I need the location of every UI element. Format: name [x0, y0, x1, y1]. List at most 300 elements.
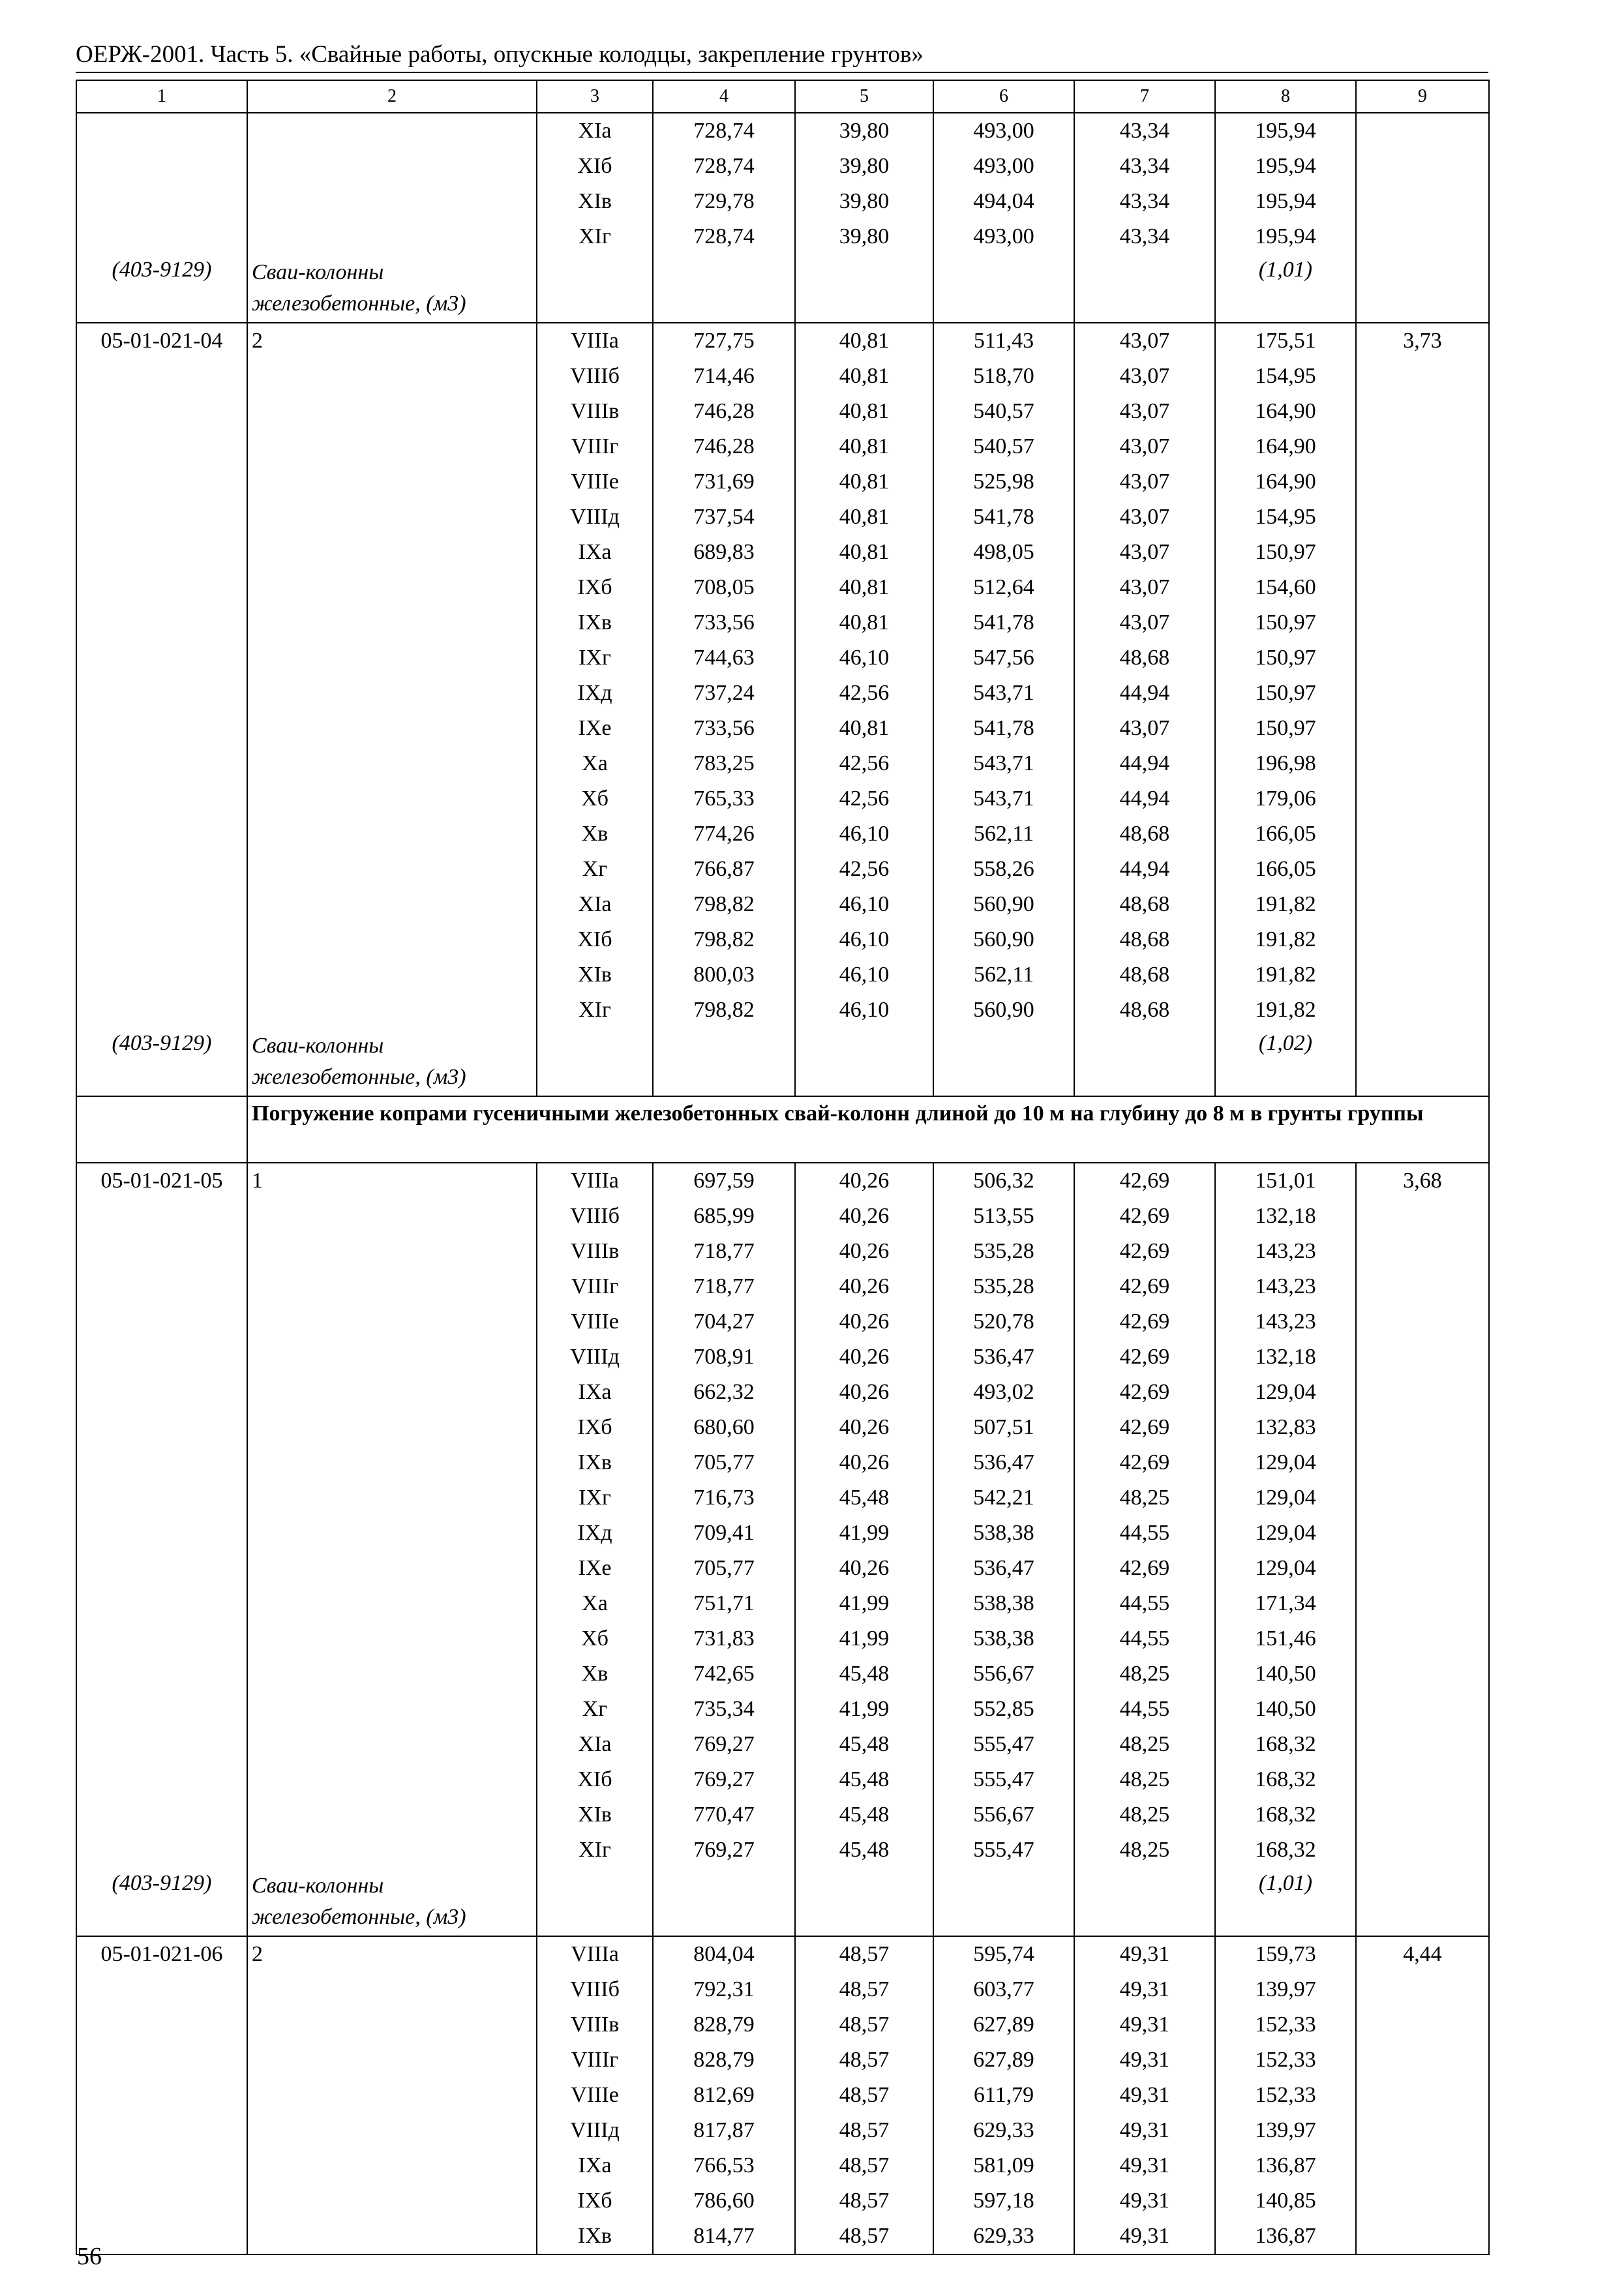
category-cell: VIIIв — [537, 1234, 653, 1269]
value-cell-c5: 40,81 — [795, 429, 933, 464]
group-cell — [247, 1727, 537, 1762]
category-cell: VIIIд — [537, 2113, 653, 2148]
resource-coef: (1,01) — [1215, 1868, 1356, 1936]
value-cell-c4: 737,54 — [653, 500, 795, 535]
table-row — [76, 535, 1489, 570]
value-cell-c7: 48,25 — [1074, 1797, 1215, 1833]
value-cell-c4: 746,28 — [653, 429, 795, 464]
empty-cell — [933, 254, 1074, 323]
table-row — [76, 149, 1489, 184]
category-cell: XIв — [537, 1797, 653, 1833]
category-cell: XIв — [537, 957, 653, 993]
resource-row — [76, 254, 1489, 323]
code-cell — [76, 1551, 247, 1586]
c9-cell — [1356, 1199, 1489, 1234]
value-cell-c6: 542,21 — [933, 1480, 1074, 1516]
code-cell — [76, 1656, 247, 1692]
value-cell-c6: 540,57 — [933, 394, 1074, 429]
value-cell-c7: 48,68 — [1074, 640, 1215, 676]
value-cell-c4: 804,04 — [653, 1936, 795, 1972]
table-row — [76, 219, 1489, 254]
group-cell — [247, 500, 537, 535]
column-number: 2 — [247, 80, 537, 113]
table-row — [76, 816, 1489, 852]
table-row — [76, 184, 1489, 219]
value-cell-c4: 708,91 — [653, 1339, 795, 1375]
code-cell — [76, 1199, 247, 1234]
value-cell-c5: 48,57 — [795, 2148, 933, 2183]
value-cell-c7: 49,31 — [1074, 2078, 1215, 2113]
code-cell — [76, 570, 247, 605]
value-cell-c7: 42,69 — [1074, 1234, 1215, 1269]
value-cell-c7: 48,25 — [1074, 1762, 1215, 1797]
value-cell-c8: 195,94 — [1215, 149, 1356, 184]
group-cell — [247, 1762, 537, 1797]
resource-row — [76, 1028, 1489, 1096]
value-cell-c4: 705,77 — [653, 1551, 795, 1586]
value-cell-c6: 555,47 — [933, 1727, 1074, 1762]
code-cell — [76, 1833, 247, 1868]
table-row — [76, 1163, 1489, 1199]
c9-cell — [1356, 500, 1489, 535]
value-cell-c7: 42,69 — [1074, 1163, 1215, 1199]
page-number: 56 — [77, 2243, 102, 2270]
c9-cell — [1356, 746, 1489, 781]
empty-cell — [933, 1028, 1074, 1096]
table-row — [76, 1516, 1489, 1551]
category-cell: VIIIд — [537, 1339, 653, 1375]
group-cell — [247, 1339, 537, 1375]
value-cell-c7: 43,07 — [1074, 570, 1215, 605]
value-cell-c6: 627,89 — [933, 2042, 1074, 2078]
table-row — [76, 1339, 1489, 1375]
page-header: ОЕРЖ-2001. Часть 5. «Свайные работы, опускные колодцы, закрепление грунтов» — [76, 41, 924, 68]
value-cell-c7: 43,07 — [1074, 500, 1215, 535]
c9-cell — [1356, 1621, 1489, 1656]
value-cell-c5: 46,10 — [795, 922, 933, 957]
c9-cell — [1356, 605, 1489, 640]
category-cell: Xв — [537, 816, 653, 852]
code-cell — [76, 2219, 247, 2254]
header-rule — [76, 72, 1488, 73]
group-cell — [247, 1199, 537, 1234]
empty-cell — [1074, 254, 1215, 323]
empty-cell — [795, 254, 933, 323]
column-number: 9 — [1356, 80, 1489, 113]
value-cell-c6: 538,38 — [933, 1516, 1074, 1551]
empty-cell — [537, 1028, 653, 1096]
group-cell — [247, 113, 537, 149]
value-cell-c5: 42,56 — [795, 781, 933, 816]
code-cell — [76, 605, 247, 640]
c9-cell — [1356, 852, 1489, 887]
value-cell-c7: 43,07 — [1074, 394, 1215, 429]
code-cell — [76, 1972, 247, 2007]
c9-cell — [1356, 2183, 1489, 2219]
column-number: 8 — [1215, 80, 1356, 113]
table-row — [76, 2148, 1489, 2183]
c9-cell — [1356, 781, 1489, 816]
value-cell-c4: 783,25 — [653, 746, 795, 781]
value-cell-c7: 43,34 — [1074, 184, 1215, 219]
category-cell: XIа — [537, 1727, 653, 1762]
value-cell-c7: 43,07 — [1074, 359, 1215, 394]
value-cell-c8: 150,97 — [1215, 605, 1356, 640]
c9-cell — [1356, 1445, 1489, 1480]
c9-cell — [1356, 1234, 1489, 1269]
value-cell-c4: 769,27 — [653, 1762, 795, 1797]
c9-cell — [1356, 429, 1489, 464]
value-cell-c4: 705,77 — [653, 1445, 795, 1480]
value-cell-c4: 728,74 — [653, 219, 795, 254]
table-row — [76, 1972, 1489, 2007]
category-cell: Xг — [537, 1692, 653, 1727]
value-cell-c7: 43,07 — [1074, 605, 1215, 640]
category-cell: VIIIд — [537, 500, 653, 535]
c9-cell — [1356, 2042, 1489, 2078]
code-cell — [76, 1410, 247, 1445]
resource-ref: (403-9129) — [76, 1868, 247, 1936]
resource-name: Сваи-колонны железобетонные, (м3) — [247, 1028, 537, 1096]
value-cell-c6: 493,00 — [933, 219, 1074, 254]
c9-cell — [1356, 1375, 1489, 1410]
c9-cell — [1356, 1692, 1489, 1727]
group-cell — [247, 816, 537, 852]
value-cell-c4: 769,27 — [653, 1833, 795, 1868]
c9-cell — [1356, 184, 1489, 219]
category-cell: IXе — [537, 1551, 653, 1586]
value-cell-c5: 40,26 — [795, 1445, 933, 1480]
empty-cell — [795, 1868, 933, 1936]
value-cell-c8: 168,32 — [1215, 1762, 1356, 1797]
value-cell-c4: 718,77 — [653, 1269, 795, 1304]
value-cell-c5: 42,56 — [795, 676, 933, 711]
value-cell-c6: 538,38 — [933, 1586, 1074, 1621]
value-cell-c8: 191,82 — [1215, 887, 1356, 922]
empty-cell — [795, 1028, 933, 1096]
c9-cell — [1356, 1762, 1489, 1797]
code-cell — [76, 852, 247, 887]
value-cell-c4: 828,79 — [653, 2007, 795, 2042]
value-cell-c5: 40,26 — [795, 1199, 933, 1234]
category-cell: Xа — [537, 746, 653, 781]
table-row — [76, 464, 1489, 500]
c9-cell — [1356, 816, 1489, 852]
value-cell-c5: 41,99 — [795, 1692, 933, 1727]
value-cell-c8: 150,97 — [1215, 676, 1356, 711]
value-cell-c5: 40,81 — [795, 535, 933, 570]
value-cell-c8: 140,85 — [1215, 2183, 1356, 2219]
value-cell-c8: 132,83 — [1215, 1410, 1356, 1445]
value-cell-c4: 716,73 — [653, 1480, 795, 1516]
resource-ref: (403-9129) — [76, 254, 247, 323]
code-cell: 05-01-021-04 — [76, 323, 247, 359]
code-cell — [76, 149, 247, 184]
value-cell-c7: 48,68 — [1074, 887, 1215, 922]
code-cell — [76, 746, 247, 781]
resource-coef: (1,02) — [1215, 1028, 1356, 1096]
value-cell-c4: 742,65 — [653, 1656, 795, 1692]
group-cell — [247, 1445, 537, 1480]
value-cell-c7: 49,31 — [1074, 1972, 1215, 2007]
value-cell-c5: 39,80 — [795, 113, 933, 149]
category-cell: VIIIб — [537, 359, 653, 394]
table-row — [76, 1410, 1489, 1445]
c9-cell — [1356, 1410, 1489, 1445]
value-cell-c8: 195,94 — [1215, 219, 1356, 254]
value-cell-c8: 191,82 — [1215, 993, 1356, 1028]
value-cell-c4: 704,27 — [653, 1304, 795, 1339]
category-cell: VIIIа — [537, 323, 653, 359]
column-number: 6 — [933, 80, 1074, 113]
value-cell-c8: 164,90 — [1215, 394, 1356, 429]
category-cell: Xб — [537, 781, 653, 816]
c9-cell — [1356, 1586, 1489, 1621]
category-cell: XIг — [537, 219, 653, 254]
table-row — [76, 500, 1489, 535]
group-cell — [247, 2078, 537, 2113]
table-row — [76, 676, 1489, 711]
category-cell: VIIIв — [537, 394, 653, 429]
group-cell — [247, 605, 537, 640]
category-cell: VIIIг — [537, 429, 653, 464]
code-cell — [76, 1516, 247, 1551]
table-row — [76, 1762, 1489, 1797]
group-cell — [247, 711, 537, 746]
table-row — [76, 394, 1489, 429]
c9-cell — [1356, 922, 1489, 957]
category-cell: VIIIа — [537, 1936, 653, 1972]
c9-cell — [1356, 1656, 1489, 1692]
table-row — [76, 1936, 1489, 1972]
value-cell-c5: 40,81 — [795, 570, 933, 605]
value-cell-c8: 129,04 — [1215, 1375, 1356, 1410]
value-cell-c4: 737,24 — [653, 676, 795, 711]
category-cell: IXа — [537, 2148, 653, 2183]
value-cell-c4: 714,46 — [653, 359, 795, 394]
value-cell-c5: 40,26 — [795, 1551, 933, 1586]
table-row — [76, 2219, 1489, 2254]
c9-cell — [1356, 887, 1489, 922]
value-cell-c8: 140,50 — [1215, 1692, 1356, 1727]
c9-cell — [1356, 1972, 1489, 2007]
value-cell-c4: 800,03 — [653, 957, 795, 993]
group-cell — [247, 2007, 537, 2042]
group-cell: 2 — [247, 1936, 537, 1972]
code-cell — [76, 219, 247, 254]
code-cell — [76, 1480, 247, 1516]
empty-cell — [1074, 1868, 1215, 1936]
category-cell: Xв — [537, 1656, 653, 1692]
value-cell-c7: 43,07 — [1074, 323, 1215, 359]
value-cell-c5: 48,57 — [795, 2219, 933, 2254]
column-number: 3 — [537, 80, 653, 113]
value-cell-c5: 40,81 — [795, 711, 933, 746]
value-cell-c8: 150,97 — [1215, 711, 1356, 746]
empty-cell — [76, 1096, 247, 1163]
category-cell: XIа — [537, 113, 653, 149]
value-cell-c4: 766,87 — [653, 852, 795, 887]
group-cell — [247, 149, 537, 184]
table-body — [76, 80, 1489, 2254]
group-cell — [247, 1656, 537, 1692]
category-cell: VIIIе — [537, 1304, 653, 1339]
value-cell-c5: 45,48 — [795, 1727, 933, 1762]
value-cell-c5: 40,81 — [795, 359, 933, 394]
value-cell-c8: 168,32 — [1215, 1727, 1356, 1762]
value-cell-c8: 140,50 — [1215, 1656, 1356, 1692]
code-cell — [76, 1762, 247, 1797]
value-cell-c6: 543,71 — [933, 781, 1074, 816]
value-cell-c5: 48,57 — [795, 2007, 933, 2042]
code-cell — [76, 887, 247, 922]
value-cell-c8: 166,05 — [1215, 852, 1356, 887]
value-cell-c4: 731,83 — [653, 1621, 795, 1656]
c9-cell — [1356, 1833, 1489, 1868]
value-cell-c7: 42,69 — [1074, 1410, 1215, 1445]
value-cell-c5: 46,10 — [795, 957, 933, 993]
c9-cell — [1356, 2007, 1489, 2042]
value-cell-c8: 168,32 — [1215, 1797, 1356, 1833]
value-cell-c8: 175,51 — [1215, 323, 1356, 359]
value-cell-c8: 139,97 — [1215, 2113, 1356, 2148]
code-cell — [76, 2183, 247, 2219]
value-cell-c7: 48,68 — [1074, 993, 1215, 1028]
value-cell-c7: 44,94 — [1074, 676, 1215, 711]
value-cell-c8: 152,33 — [1215, 2007, 1356, 2042]
value-cell-c6: 543,71 — [933, 746, 1074, 781]
value-cell-c8: 196,98 — [1215, 746, 1356, 781]
value-cell-c5: 40,26 — [795, 1304, 933, 1339]
value-cell-c5: 48,57 — [795, 1936, 933, 1972]
category-cell: XIа — [537, 887, 653, 922]
value-cell-c5: 42,56 — [795, 852, 933, 887]
c9-cell — [1356, 1516, 1489, 1551]
code-cell — [76, 2113, 247, 2148]
value-cell-c7: 48,68 — [1074, 957, 1215, 993]
group-cell — [247, 535, 537, 570]
resource-name: Сваи-колонны железобетонные, (м3) — [247, 1868, 537, 1936]
group-cell — [247, 1480, 537, 1516]
code-cell — [76, 816, 247, 852]
code-cell — [76, 359, 247, 394]
empty-cell — [537, 254, 653, 323]
value-cell-c8: 136,87 — [1215, 2219, 1356, 2254]
value-cell-c8: 195,94 — [1215, 184, 1356, 219]
value-cell-c8: 150,97 — [1215, 640, 1356, 676]
group-cell — [247, 2042, 537, 2078]
value-cell-c5: 40,81 — [795, 500, 933, 535]
price-table — [76, 80, 1490, 2255]
value-cell-c5: 48,57 — [795, 2078, 933, 2113]
value-cell-c5: 46,10 — [795, 993, 933, 1028]
empty-cell — [1356, 254, 1489, 323]
value-cell-c4: 746,28 — [653, 394, 795, 429]
c9-cell — [1356, 1269, 1489, 1304]
c9-cell — [1356, 149, 1489, 184]
group-cell — [247, 219, 537, 254]
c9-cell: 3,68 — [1356, 1163, 1489, 1199]
value-cell-c5: 39,80 — [795, 184, 933, 219]
value-cell-c7: 49,31 — [1074, 2042, 1215, 2078]
column-number: 1 — [76, 80, 247, 113]
value-cell-c7: 44,94 — [1074, 852, 1215, 887]
table-row — [76, 1797, 1489, 1833]
c9-cell — [1356, 957, 1489, 993]
category-cell: IXа — [537, 1375, 653, 1410]
value-cell-c8: 191,82 — [1215, 922, 1356, 957]
group-cell — [247, 464, 537, 500]
value-cell-c8: 132,18 — [1215, 1199, 1356, 1234]
code-cell — [76, 1304, 247, 1339]
code-cell — [76, 1727, 247, 1762]
value-cell-c4: 728,74 — [653, 113, 795, 149]
value-cell-c8: 168,32 — [1215, 1833, 1356, 1868]
value-cell-c6: 541,78 — [933, 711, 1074, 746]
value-cell-c6: 506,32 — [933, 1163, 1074, 1199]
table-row — [76, 1586, 1489, 1621]
code-cell — [76, 1445, 247, 1480]
value-cell-c5: 40,26 — [795, 1234, 933, 1269]
code-cell — [76, 1375, 247, 1410]
value-cell-c7: 43,34 — [1074, 219, 1215, 254]
value-cell-c4: 770,47 — [653, 1797, 795, 1833]
value-cell-c8: 179,06 — [1215, 781, 1356, 816]
c9-cell — [1356, 570, 1489, 605]
table-row — [76, 1727, 1489, 1762]
value-cell-c8: 166,05 — [1215, 816, 1356, 852]
table-row — [76, 852, 1489, 887]
category-cell: IXг — [537, 640, 653, 676]
resource-ref: (403-9129) — [76, 1028, 247, 1096]
value-cell-c6: 538,38 — [933, 1621, 1074, 1656]
group-cell — [247, 887, 537, 922]
value-cell-c8: 191,82 — [1215, 957, 1356, 993]
c9-cell — [1356, 2148, 1489, 2183]
c9-cell — [1356, 2113, 1489, 2148]
column-number: 4 — [653, 80, 795, 113]
value-cell-c5: 39,80 — [795, 219, 933, 254]
section-row — [76, 1096, 1489, 1163]
value-cell-c5: 45,48 — [795, 1762, 933, 1797]
value-cell-c4: 680,60 — [653, 1410, 795, 1445]
code-cell — [76, 1234, 247, 1269]
c9-cell — [1356, 640, 1489, 676]
value-cell-c8: 154,95 — [1215, 500, 1356, 535]
value-cell-c4: 744,63 — [653, 640, 795, 676]
value-cell-c6: 560,90 — [933, 887, 1074, 922]
value-cell-c7: 43,07 — [1074, 535, 1215, 570]
value-cell-c6: 543,71 — [933, 676, 1074, 711]
value-cell-c8: 154,60 — [1215, 570, 1356, 605]
category-cell: VIIIв — [537, 2007, 653, 2042]
value-cell-c4: 792,31 — [653, 1972, 795, 2007]
value-cell-c6: 493,00 — [933, 113, 1074, 149]
value-cell-c4: 798,82 — [653, 993, 795, 1028]
group-cell — [247, 1410, 537, 1445]
value-cell-c6: 511,43 — [933, 323, 1074, 359]
value-cell-c6: 535,28 — [933, 1269, 1074, 1304]
table-row — [76, 887, 1489, 922]
group-cell — [247, 1797, 537, 1833]
code-cell — [76, 184, 247, 219]
category-cell: IXв — [537, 2219, 653, 2254]
value-cell-c8: 195,94 — [1215, 113, 1356, 149]
value-cell-c6: 498,05 — [933, 535, 1074, 570]
value-cell-c4: 733,56 — [653, 605, 795, 640]
category-cell: IXб — [537, 570, 653, 605]
category-cell: IXв — [537, 605, 653, 640]
